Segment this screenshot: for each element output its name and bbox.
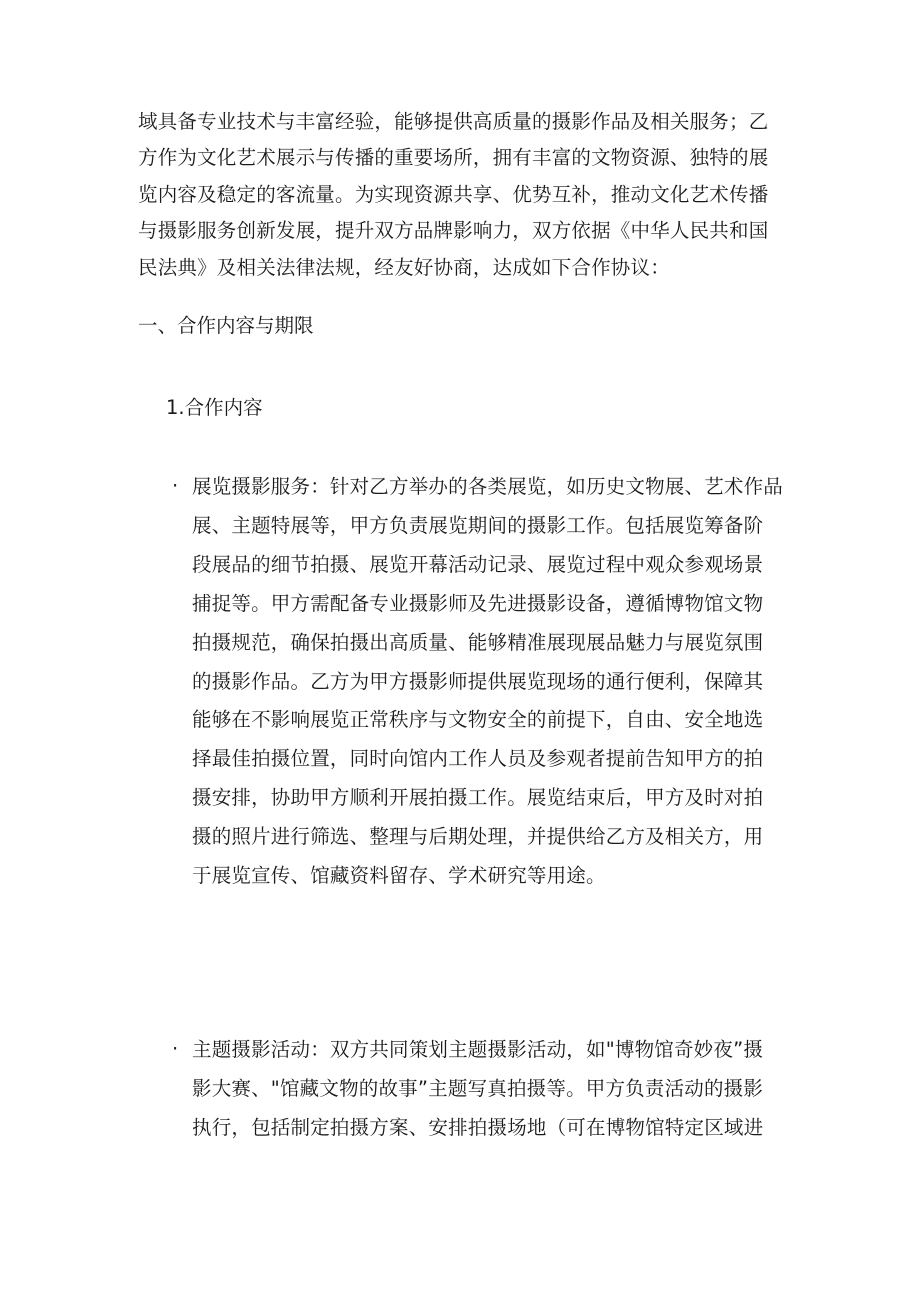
- subsection-heading: 1.合作内容: [166, 396, 263, 419]
- bullet-line: 主题摄影活动：双方共同策划主题摄影活动，如"博物馆奇妙夜”摄: [192, 1038, 764, 1061]
- bullet-text: [192, 1031, 784, 1148]
- bullet-line: 展、主题特展等，甲方负责展览期间的摄影工作。包括展览筹备阶: [192, 513, 764, 537]
- bullet-line: 捕捉等。甲方需配备专业摄影师及先进摄影设备，遵循博物馆文物: [192, 591, 764, 615]
- bullet-line: 展览摄影服务：针对乙方举办的各类展览，如历史文物展、艺术作品: [192, 475, 784, 498]
- bullet-dot-icon: ·: [172, 474, 179, 497]
- intro-paragraph: [138, 104, 784, 286]
- bullet-line: 的摄影作品。乙方为甲方摄影师提供展览现场的通行便利，保障其: [192, 669, 764, 693]
- bullet-line: 影大赛、"馆藏文物的故事”主题写真拍摄等。甲方负责活动的摄影: [192, 1076, 764, 1100]
- bullet-line: 拍摄规范，确保拍摄出高质量、能够精准展现展品魅力与展览氛围: [192, 630, 764, 654]
- section-heading: 一、合作内容与期限: [138, 314, 314, 337]
- bullet-line: 摄安排，协助甲方顺利开展拍摄工作。展览结束后，甲方及时对拍: [192, 786, 764, 810]
- bullet-line: 执行，包括制定拍摄方案、安排拍摄场地（可在博物馆特定区域进: [192, 1115, 764, 1139]
- bullet-line: 摄的照片进行筛选、整理与后期处理，并提供给乙方及相关方，用: [192, 825, 764, 849]
- bullet-line: 能够在不影响展览正常秩序与文物安全的前提下，自由、安全地选: [192, 708, 764, 732]
- intro-line: 方作为文化艺术展示与传播的重要场所，拥有丰富的文物资源、独特的展: [138, 146, 769, 170]
- intro-line: 与摄影服务创新发展，提升双方品牌影响力，双方依据《中华人民共和国: [138, 219, 769, 243]
- intro-line: 域具备专业技术与丰富经验，能够提供高质量的摄影作品及相关服务；乙: [138, 110, 769, 133]
- intro-line: 民法典》及相关法律法规，经友好协商，达成如下合作协议：: [138, 255, 670, 279]
- bullet-line: 择最佳拍摄位置，同时向馆内工作人员及参观者提前告知甲方的拍: [192, 747, 764, 771]
- bullet-line: 于展览宣传、馆藏资料留存、学术研究等用途。: [192, 864, 606, 888]
- bullet-dot-icon: ·: [172, 1037, 179, 1060]
- bullet-line: 段展品的细节拍摄、展览开幕活动记录、展览过程中观众参观场景: [192, 552, 764, 576]
- bullet-text: [192, 468, 784, 896]
- intro-line: 览内容及稳定的客流量。为实现资源共享、优势互补，推动文化艺术传播: [138, 182, 769, 206]
